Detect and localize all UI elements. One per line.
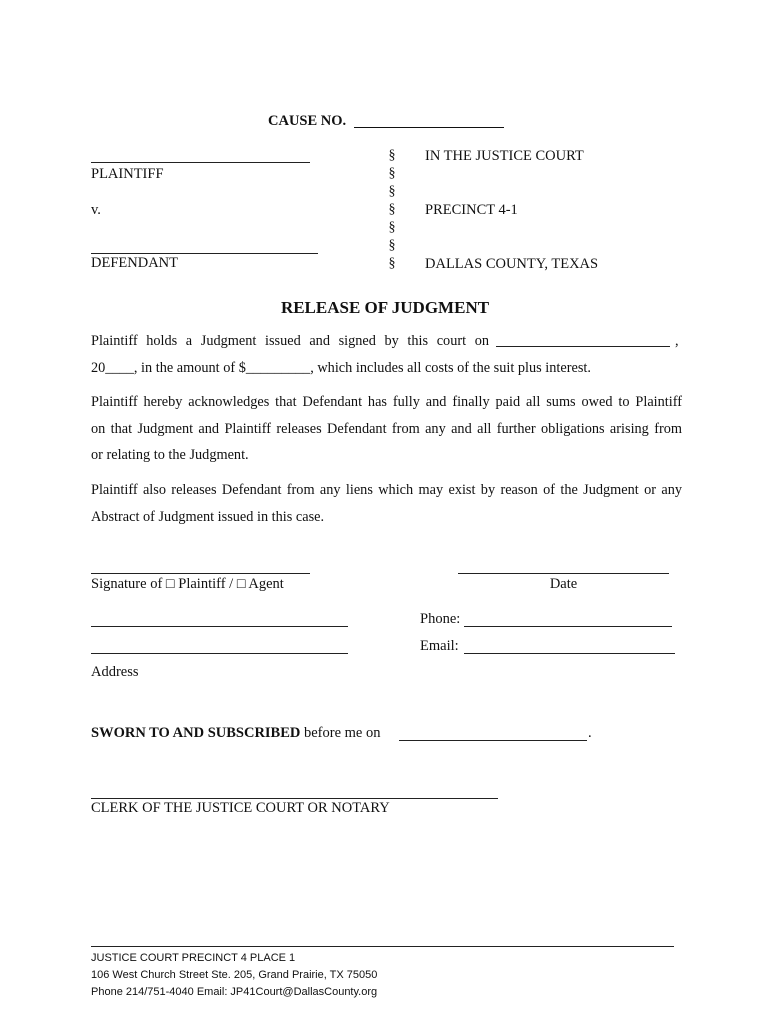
signature-blank[interactable]: [91, 573, 310, 574]
section-symbol: §: [388, 256, 396, 271]
signature-label: Signature of □ Plaintiff / □ Agent: [91, 576, 284, 592]
footer-divider: [91, 946, 674, 947]
precinct-name: PRECINCT 4-1: [425, 202, 518, 218]
judgment-paragraph: [91, 328, 682, 381]
clerk-label: CLERK OF THE JUSTICE COURT OR NOTARY: [91, 800, 390, 816]
email-label: Email:: [420, 638, 459, 654]
section-symbol: §: [388, 166, 396, 181]
footer-address: 106 West Church Street Ste. 205, Grand Prairie, TX 75050: [91, 969, 378, 981]
section-symbol: §: [388, 148, 396, 163]
phone-blank[interactable]: [464, 626, 672, 627]
email-blank[interactable]: [464, 653, 675, 654]
defendant-name-blank: [91, 253, 318, 254]
sworn-date-blank[interactable]: [399, 740, 587, 741]
footer-court-name: JUSTICE COURT PRECINCT 4 PLACE 1: [91, 952, 296, 964]
section-symbol: §: [388, 202, 396, 217]
footer-contact: Phone 214/751-4040 Email: JP41Court@DallasCounty.org: [91, 986, 378, 998]
document-title: RELEASE OF JUDGMENT: [280, 298, 490, 317]
date-label: Date: [549, 576, 578, 592]
defendant-label: DEFENDANT: [91, 255, 178, 271]
section-symbol: §: [388, 184, 396, 199]
liens-paragraph: [91, 477, 682, 530]
liens-line: Plaintiff also releases Defendant from any liens which may exist by reason of the Judgment or any: [91, 482, 682, 498]
section-symbol: §: [388, 220, 396, 235]
acknowledgment-line: on that Judgment and Plaintiff releases Defendant from any and all further obligations arising from: [91, 420, 682, 437]
liens-line: Abstract of Judgment issued in this case.: [91, 508, 325, 525]
county-name: DALLAS COUNTY, TEXAS: [425, 256, 599, 272]
footer: [91, 950, 377, 1001]
sworn-text: before me on: [304, 725, 381, 741]
acknowledgment-line: or relating to the Judgment.: [91, 447, 249, 463]
sworn-bold-text: SWORN TO AND SUBSCRIBED: [91, 725, 301, 741]
phone-label: Phone:: [420, 611, 461, 627]
address-blank-line-1[interactable]: [91, 626, 348, 627]
court-name: IN THE JUSTICE COURT: [425, 148, 584, 164]
judgment-amount-line: 20____, in the amount of $_________, which includes all costs of the suit plus interest.: [91, 359, 591, 376]
judgment-intro-text: Plaintiff holds a Judgment issued and signed by this court on: [91, 333, 489, 349]
period: .: [588, 725, 592, 741]
acknowledgment-paragraph: [91, 389, 682, 469]
address-label: Address: [91, 664, 139, 680]
plaintiff-label: PLAINTIFF: [91, 166, 164, 182]
date-blank[interactable]: [458, 573, 669, 574]
cause-number-label: CAUSE NO.: [268, 113, 347, 129]
judgment-date-blank[interactable]: [496, 346, 670, 347]
plaintiff-name-blank: [91, 162, 310, 163]
section-symbol: §: [388, 238, 396, 253]
address-blank-line-2[interactable]: [91, 653, 348, 654]
sworn-statement: [91, 725, 381, 742]
cause-number-blank: [354, 127, 504, 128]
versus-label: v.: [91, 202, 101, 218]
acknowledgment-line: Plaintiff hereby acknowledges that Defendant has fully and finally paid all sums owed to Plaintiff: [91, 394, 682, 410]
clerk-signature-blank[interactable]: [91, 798, 498, 799]
comma: ,: [675, 333, 679, 349]
